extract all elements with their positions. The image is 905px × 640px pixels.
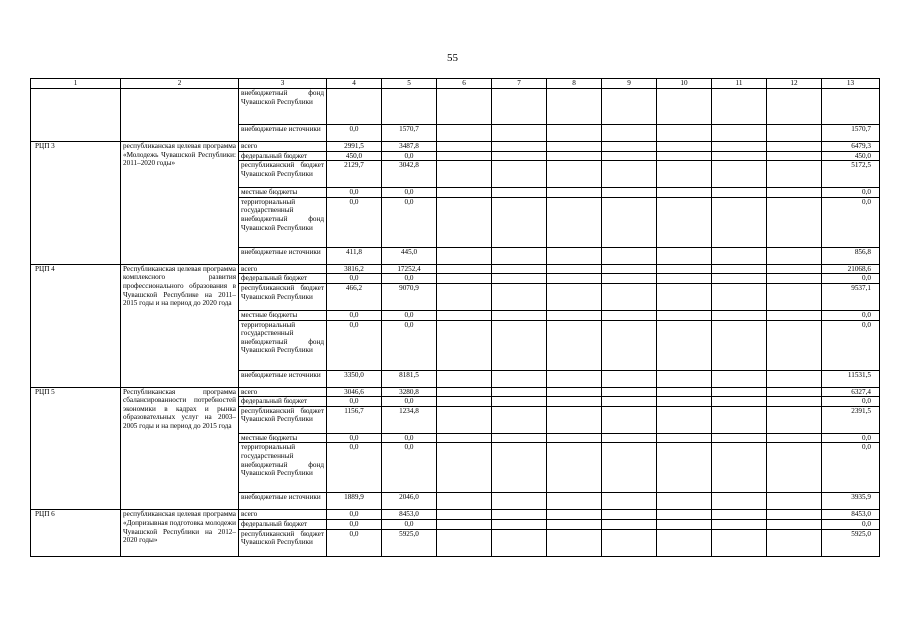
empty-cell-col-7: [492, 493, 547, 510]
value-col-4: 0,0: [327, 519, 382, 529]
empty-cell-col-8: [547, 397, 602, 407]
column-header-11: 11: [712, 79, 767, 89]
value-col-4: 0,0: [327, 310, 382, 320]
value-col-5: 8453,0: [382, 510, 437, 520]
empty-cell-col-8: [547, 264, 602, 274]
empty-cell-col-8: [547, 197, 602, 247]
column-header-8: 8: [547, 79, 602, 89]
column-header-10: 10: [657, 79, 712, 89]
empty-cell-col-11: [712, 433, 767, 443]
empty-cell-col-9: [602, 283, 657, 310]
value-col-5: 8181,5: [382, 370, 437, 387]
empty-cell-col-10: [657, 510, 712, 520]
empty-cell-col-7: [492, 247, 547, 264]
empty-cell-col-10: [657, 161, 712, 188]
empty-cell-col-8: [547, 89, 602, 125]
funding-source: федеральный бюджет: [239, 519, 327, 529]
funding-source: внебюджетный фонд Чувашской Республики: [239, 89, 327, 125]
empty-cell-col-10: [657, 397, 712, 407]
value-col-5: 1234,8: [382, 406, 437, 433]
empty-cell-col-10: [657, 493, 712, 510]
empty-cell-col-12: [767, 161, 822, 188]
funding-source: территориальный государственный внебюджетный фонд Чувашской Республики: [239, 320, 327, 370]
empty-cell-col-12: [767, 387, 822, 397]
total-col-13: 0,0: [822, 310, 880, 320]
empty-cell-col-10: [657, 283, 712, 310]
empty-cell-col-12: [767, 310, 822, 320]
total-col-13: 1570,7: [822, 125, 880, 142]
empty-cell-col-12: [767, 125, 822, 142]
funding-source: территориальный государственный внебюджетный фонд Чувашской Республики: [239, 443, 327, 493]
value-col-5: 9070,9: [382, 283, 437, 310]
empty-cell-col-12: [767, 247, 822, 264]
empty-cell-col-12: [767, 433, 822, 443]
value-col-4: [327, 89, 382, 125]
total-col-13: 9537,1: [822, 283, 880, 310]
total-col-13: 0,0: [822, 433, 880, 443]
value-col-4: 3816,2: [327, 264, 382, 274]
empty-cell-col-6: [437, 493, 492, 510]
empty-cell-col-12: [767, 397, 822, 407]
table-row: [31, 89, 880, 125]
empty-cell-col-11: [712, 320, 767, 370]
empty-cell-col-11: [712, 387, 767, 397]
column-header-4: 4: [327, 79, 382, 89]
program-name: республиканская целевая программа «Молодежь Чувашской Республики: 2011–2020 годы»: [121, 142, 239, 265]
total-col-13: 450,0: [822, 151, 880, 161]
empty-cell-col-9: [602, 197, 657, 247]
value-col-4: 0,0: [327, 443, 382, 493]
empty-cell-col-6: [437, 529, 492, 556]
empty-cell-col-10: [657, 519, 712, 529]
funding-source: федеральный бюджет: [239, 397, 327, 407]
header-row: [31, 79, 880, 89]
empty-cell-col-10: [657, 264, 712, 274]
empty-cell-col-8: [547, 125, 602, 142]
value-col-5: 0,0: [382, 519, 437, 529]
total-col-13: 6327,4: [822, 387, 880, 397]
value-col-4: 0,0: [327, 320, 382, 370]
total-col-13: 0,0: [822, 188, 880, 198]
value-col-4: 0,0: [327, 510, 382, 520]
empty-cell-col-7: [492, 151, 547, 161]
empty-cell-col-12: [767, 529, 822, 556]
empty-cell-col-9: [602, 188, 657, 198]
empty-cell-col-6: [437, 274, 492, 284]
empty-cell-col-8: [547, 493, 602, 510]
funding-source: всего: [239, 510, 327, 520]
empty-cell-col-9: [602, 161, 657, 188]
empty-cell-col-9: [602, 247, 657, 264]
value-col-5: 17252,4: [382, 264, 437, 274]
empty-cell-col-6: [437, 283, 492, 310]
empty-cell-col-12: [767, 89, 822, 125]
empty-cell-col-7: [492, 519, 547, 529]
empty-cell-col-10: [657, 142, 712, 152]
value-col-4: 3046,6: [327, 387, 382, 397]
column-header-3: 3: [239, 79, 327, 89]
empty-cell-col-12: [767, 188, 822, 198]
empty-cell-col-8: [547, 443, 602, 493]
empty-cell-col-8: [547, 247, 602, 264]
value-col-5: 0,0: [382, 320, 437, 370]
empty-cell-col-10: [657, 370, 712, 387]
empty-cell-col-6: [437, 443, 492, 493]
empty-cell-col-10: [657, 274, 712, 284]
empty-cell-col-9: [602, 387, 657, 397]
empty-cell-col-6: [437, 310, 492, 320]
total-col-13: 0,0: [822, 397, 880, 407]
empty-cell-col-10: [657, 529, 712, 556]
empty-cell-col-7: [492, 320, 547, 370]
total-col-13: 0,0: [822, 274, 880, 284]
empty-cell-col-8: [547, 370, 602, 387]
empty-cell-col-11: [712, 519, 767, 529]
column-header-12: 12: [767, 79, 822, 89]
empty-cell-col-9: [602, 519, 657, 529]
table-row: [31, 510, 880, 520]
empty-cell-col-6: [437, 264, 492, 274]
value-col-5: 0,0: [382, 443, 437, 493]
column-header-5: 5: [382, 79, 437, 89]
empty-cell-col-10: [657, 89, 712, 125]
empty-cell-col-8: [547, 283, 602, 310]
empty-cell-col-12: [767, 142, 822, 152]
empty-cell-col-9: [602, 125, 657, 142]
program-code: РЦП 6: [31, 510, 121, 556]
total-col-13: 5925,0: [822, 529, 880, 556]
empty-cell-col-7: [492, 510, 547, 520]
empty-cell-col-11: [712, 510, 767, 520]
empty-cell-col-10: [657, 247, 712, 264]
empty-cell-col-6: [437, 397, 492, 407]
program-code: РЦП 5: [31, 387, 121, 510]
column-header-1: 1: [31, 79, 121, 89]
empty-cell-col-9: [602, 433, 657, 443]
funding-source: всего: [239, 142, 327, 152]
empty-cell-col-11: [712, 529, 767, 556]
empty-cell-col-11: [712, 89, 767, 125]
column-header-6: 6: [437, 79, 492, 89]
program-code: РЦП 4: [31, 264, 121, 387]
value-col-5: 0,0: [382, 397, 437, 407]
program-code: РЦП 3: [31, 142, 121, 265]
empty-cell-col-8: [547, 510, 602, 520]
value-col-4: 450,0: [327, 151, 382, 161]
empty-cell-col-8: [547, 142, 602, 152]
empty-cell-col-6: [437, 89, 492, 125]
total-col-13: 21068,6: [822, 264, 880, 274]
empty-cell-col-10: [657, 387, 712, 397]
empty-cell-col-7: [492, 188, 547, 198]
empty-cell-col-7: [492, 197, 547, 247]
funding-source: внебюджетные источники: [239, 247, 327, 264]
funding-source: местные бюджеты: [239, 310, 327, 320]
empty-cell-col-9: [602, 142, 657, 152]
funding-source: местные бюджеты: [239, 433, 327, 443]
total-col-13: 0,0: [822, 443, 880, 493]
empty-cell-col-12: [767, 493, 822, 510]
empty-cell-col-9: [602, 406, 657, 433]
value-col-5: 2046,0: [382, 493, 437, 510]
empty-cell-col-10: [657, 320, 712, 370]
funding-source: внебюджетные источники: [239, 370, 327, 387]
empty-cell-col-9: [602, 443, 657, 493]
value-col-4: 0,0: [327, 397, 382, 407]
total-col-13: [822, 89, 880, 125]
value-col-5: 0,0: [382, 188, 437, 198]
empty-cell-col-12: [767, 510, 822, 520]
value-col-5: 0,0: [382, 274, 437, 284]
value-col-4: 0,0: [327, 433, 382, 443]
empty-cell-col-9: [602, 274, 657, 284]
value-col-4: 2129,7: [327, 161, 382, 188]
program-name: Республиканская целевая программа комплексного развития профессионального образования в Чувашской Республике на 2011–2015 годы и на период до 2020 года: [121, 264, 239, 387]
value-col-5: [382, 89, 437, 125]
value-col-5: 3280,8: [382, 387, 437, 397]
empty-cell-col-8: [547, 161, 602, 188]
empty-cell-col-11: [712, 264, 767, 274]
value-col-5: 1570,7: [382, 125, 437, 142]
value-col-5: 5925,0: [382, 529, 437, 556]
total-col-13: 856,8: [822, 247, 880, 264]
total-col-13: 2391,5: [822, 406, 880, 433]
empty-cell-col-6: [437, 151, 492, 161]
empty-cell-col-7: [492, 397, 547, 407]
empty-cell-col-7: [492, 274, 547, 284]
empty-cell-col-7: [492, 370, 547, 387]
empty-cell-col-10: [657, 406, 712, 433]
empty-cell-col-6: [437, 142, 492, 152]
empty-cell-col-8: [547, 151, 602, 161]
empty-cell-col-7: [492, 283, 547, 310]
empty-cell-col-9: [602, 510, 657, 520]
value-col-4: 2991,5: [327, 142, 382, 152]
funding-source: республиканский бюджет Чувашской Республики: [239, 161, 327, 188]
value-col-4: 0,0: [327, 188, 382, 198]
empty-cell-col-11: [712, 310, 767, 320]
funding-source: республиканский бюджет Чувашской Республики: [239, 406, 327, 433]
empty-cell-col-6: [437, 387, 492, 397]
empty-cell-col-8: [547, 529, 602, 556]
value-col-4: 1889,9: [327, 493, 382, 510]
empty-cell-col-9: [602, 310, 657, 320]
empty-cell-col-7: [492, 443, 547, 493]
table-row: [31, 264, 880, 274]
empty-cell-col-12: [767, 443, 822, 493]
program-name: Республиканская программа сбалансированности потребностей экономики в кадрах и рынка образовательных услуг на 2003–2005 годы и на период до 2015 года: [121, 387, 239, 510]
empty-cell-col-6: [437, 161, 492, 188]
empty-cell-col-7: [492, 142, 547, 152]
empty-cell-col-7: [492, 161, 547, 188]
funding-source: федеральный бюджет: [239, 274, 327, 284]
empty-cell-col-7: [492, 125, 547, 142]
empty-cell-col-6: [437, 125, 492, 142]
value-col-5: 3042,8: [382, 161, 437, 188]
empty-cell-col-12: [767, 406, 822, 433]
empty-cell-col-9: [602, 89, 657, 125]
empty-cell-col-12: [767, 274, 822, 284]
empty-cell-col-6: [437, 197, 492, 247]
empty-cell-col-10: [657, 151, 712, 161]
empty-cell-col-11: [712, 151, 767, 161]
table-row: [31, 142, 880, 152]
total-col-13: 8453,0: [822, 510, 880, 520]
value-col-5: 3487,8: [382, 142, 437, 152]
empty-cell-col-10: [657, 443, 712, 493]
empty-cell-col-11: [712, 370, 767, 387]
empty-cell-col-11: [712, 161, 767, 188]
page-number: 55: [447, 52, 458, 64]
empty-cell-col-11: [712, 142, 767, 152]
empty-cell-col-8: [547, 320, 602, 370]
empty-cell-col-7: [492, 310, 547, 320]
program-name: республиканская целевая программа «Допризывная подготовка молодежи Чувашской Республики на 2012–2020 годы»: [121, 510, 239, 556]
empty-cell-col-10: [657, 188, 712, 198]
empty-cell-col-7: [492, 387, 547, 397]
funding-source: республиканский бюджет Чувашской Республики: [239, 529, 327, 556]
empty-cell-col-6: [437, 320, 492, 370]
total-col-13: 3935,9: [822, 493, 880, 510]
value-col-5: 445,0: [382, 247, 437, 264]
empty-cell-col-7: [492, 89, 547, 125]
empty-cell-col-12: [767, 264, 822, 274]
funding-source: внебюджетные источники: [239, 493, 327, 510]
empty-cell-col-11: [712, 247, 767, 264]
empty-cell-col-11: [712, 125, 767, 142]
empty-cell-col-12: [767, 370, 822, 387]
value-col-5: 0,0: [382, 433, 437, 443]
empty-cell-col-9: [602, 370, 657, 387]
total-col-13: 0,0: [822, 197, 880, 247]
value-col-5: 0,0: [382, 310, 437, 320]
empty-cell-col-12: [767, 320, 822, 370]
column-header-2: 2: [121, 79, 239, 89]
empty-cell-col-10: [657, 125, 712, 142]
empty-cell-col-11: [712, 443, 767, 493]
value-col-4: 0,0: [327, 125, 382, 142]
value-col-4: 466,2: [327, 283, 382, 310]
value-col-4: 0,0: [327, 529, 382, 556]
value-col-4: 0,0: [327, 274, 382, 284]
empty-cell-col-6: [437, 406, 492, 433]
empty-cell-col-9: [602, 264, 657, 274]
funding-source: территориальный государственный внебюджетный фонд Чувашской Республики: [239, 197, 327, 247]
empty-cell-col-11: [712, 188, 767, 198]
empty-cell-col-8: [547, 387, 602, 397]
value-col-4: 3350,0: [327, 370, 382, 387]
empty-cell-col-9: [602, 397, 657, 407]
empty-cell-col-10: [657, 433, 712, 443]
funding-source: федеральный бюджет: [239, 151, 327, 161]
column-header-13: 13: [822, 79, 880, 89]
empty-cell-col-10: [657, 197, 712, 247]
empty-cell-col-12: [767, 283, 822, 310]
empty-cell-col-12: [767, 197, 822, 247]
funding-source: местные бюджеты: [239, 188, 327, 198]
empty-cell-col-8: [547, 406, 602, 433]
empty-cell-col-8: [547, 433, 602, 443]
empty-cell-col-11: [712, 283, 767, 310]
empty-cell-col-8: [547, 310, 602, 320]
empty-cell-col-11: [712, 197, 767, 247]
empty-cell-col-6: [437, 433, 492, 443]
value-col-4: 411,8: [327, 247, 382, 264]
empty-cell-col-12: [767, 151, 822, 161]
empty-cell-col-11: [712, 493, 767, 510]
total-col-13: 0,0: [822, 320, 880, 370]
empty-cell-col-8: [547, 519, 602, 529]
empty-cell-col-12: [767, 519, 822, 529]
column-header-9: 9: [602, 79, 657, 89]
empty-cell-col-11: [712, 274, 767, 284]
funding-source: всего: [239, 264, 327, 274]
empty-cell-col-9: [602, 320, 657, 370]
empty-cell-col-11: [712, 397, 767, 407]
value-col-5: 0,0: [382, 197, 437, 247]
empty-cell-col-6: [437, 370, 492, 387]
empty-cell-col-6: [437, 510, 492, 520]
value-col-4: 0,0: [327, 197, 382, 247]
empty-cell-col-7: [492, 433, 547, 443]
empty-cell-col-8: [547, 188, 602, 198]
empty-cell-col-8: [547, 274, 602, 284]
empty-cell-col-7: [492, 529, 547, 556]
empty-cell-col-6: [437, 519, 492, 529]
table-row: [31, 387, 880, 397]
budget-table: [30, 78, 880, 557]
column-header-7: 7: [492, 79, 547, 89]
empty-cell-col-6: [437, 247, 492, 264]
funding-source: всего: [239, 387, 327, 397]
value-col-4: 1156,7: [327, 406, 382, 433]
empty-cell-col-7: [492, 406, 547, 433]
empty-cell-col-6: [437, 188, 492, 198]
program-code-cell: [31, 89, 121, 142]
program-name-cell: [121, 89, 239, 142]
total-col-13: 5172,5: [822, 161, 880, 188]
empty-cell-col-9: [602, 493, 657, 510]
value-col-5: 0,0: [382, 151, 437, 161]
empty-cell-col-7: [492, 264, 547, 274]
empty-cell-col-10: [657, 310, 712, 320]
funding-source: внебюджетные источники: [239, 125, 327, 142]
empty-cell-col-11: [712, 406, 767, 433]
total-col-13: 0,0: [822, 519, 880, 529]
empty-cell-col-9: [602, 529, 657, 556]
funding-source: республиканский бюджет Чувашской Республики: [239, 283, 327, 310]
total-col-13: 6479,3: [822, 142, 880, 152]
empty-cell-col-9: [602, 151, 657, 161]
total-col-13: 11531,5: [822, 370, 880, 387]
